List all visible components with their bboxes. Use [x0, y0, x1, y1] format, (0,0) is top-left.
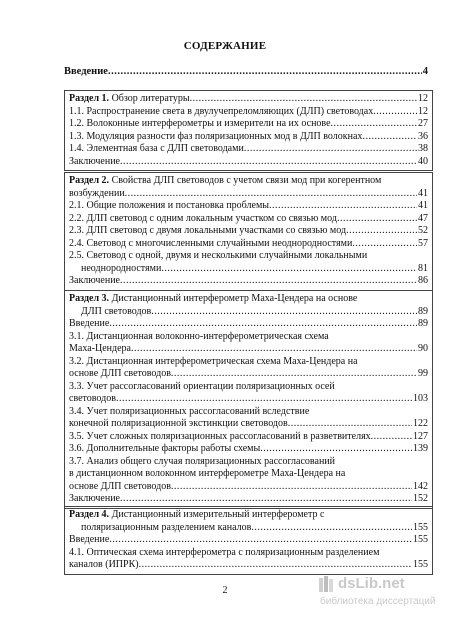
section-title-cont: поляризационным разделением каналов	[81, 521, 252, 533]
toc-entry: Введение ..... 89	[69, 318, 428, 331]
toc-entry: 3.2. Дистанционная интерферометрическая схема Маха-Цендера на	[69, 355, 358, 367]
toc-entry: Введение ..... 155	[69, 534, 428, 547]
toc-entry: 3.7. Анализ общего случая поляризационных рассогласований	[69, 455, 336, 467]
toc-entry: Заключение ..... 152	[69, 493, 428, 506]
section-title: Свойства ДЛП световодов с учетом связи мод при когерентном	[111, 175, 382, 186]
page-title: СОДЕРЖАНИЕ	[183, 40, 267, 52]
section-page: 89	[418, 305, 428, 317]
toc-entry: 2.2. ДЛП световод с одним локальным участком со связью мод ..... 47	[69, 213, 428, 226]
toc-entry: 3.5. Учет сложных поляризационных рассогласований в разветвителях ..... 127	[69, 431, 428, 444]
toc-entry: 1.3. Модуляция разности фаз поляризационных мод в ДЛП волокнах ..... 36	[69, 131, 428, 144]
section-title-cont: возбуждении	[69, 187, 125, 199]
toc-entry: 3.6. Дополнительные факторы работы схемы ..... 139	[69, 443, 428, 456]
intro-label: Введение	[64, 66, 108, 77]
section-2-box: Раздел 2. Свойства ДЛП световодов с учетом связи мод при когерентном возбуждении ..... 41 2.1. Общие положения и постановка проблемы ..... 41 2.2. ДЛП световод с одним локальным участком со связью мод ..... 47 2.3. ДЛП световод с двумя локальными участками со связью мод ..... 52 2.4. Световод с многочисленными случайными неоднородностями ..... 57 2.5. Световод с одной, двумя и несколькими случайными локальными неоднородностями ..... 81 Заключение ..... 86	[64, 172, 433, 291]
section-page: 12	[418, 93, 428, 104]
watermark-name: dsLib.net	[338, 575, 405, 592]
toc-entry: 3.1. Дистанционная волоконно-интерферометрическая схема	[69, 330, 329, 342]
section-4-box: Раздел 4. Дистанционный измерительный интерферометр с поляризационным разделением каналов ..... 155 Введение ..... 155 4.1. Оптическая схема интерферометра с поляризационным разделением каналов (ИПРК) ..... 155	[64, 506, 433, 575]
toc-entry: 1.1. Распространение света в двулучепреломляющих (ДЛП) световодах ..... 12	[69, 106, 428, 119]
watermark	[318, 576, 448, 616]
toc-entry: 3.3. Учет рассогласований ориентации поляризационных осей	[69, 380, 335, 392]
toc-entry: 2.1. Общие положения и постановка проблемы ..... 41	[69, 200, 428, 213]
section-page: 155	[413, 521, 428, 533]
toc-entry: 4.1. Оптическая схема интерферометра с поляризационным разделением	[69, 546, 380, 558]
intro-page: 4	[422, 66, 428, 77]
section-1-box	[64, 90, 433, 171]
section-3-box: Раздел 3. Дистанционный интерферометр Маха-Цендера на основе ДЛП световодов ..... 89 Введение ..... 89 3.1. Дистанционная волоконно-интерферометрическая схема Маха-Цендера ..... 90 3.2. Дистанционная интерферометрическая схема Маха-Цендера на основе ДЛП световодов ..... 99 3.3. Учет рассогласований ориентации поляризационных осей световодов ..... 103 3.4. Учет поляризационных рассогласований вследствие конечной поляризационной экстинкции световодов ..... 122 3.5. Учет сложных поляризационных рассогласований в разветвителях ..... 127 3.6. Дополнительные факторы работы схемы ..... 139 3.7. Анализ общего случая поляризационных рассогласований в дистанционном волоконном интерферометре Маха-Цендера на основе ДЛП световодов ..... 142 Заключение ..... 152	[64, 290, 433, 509]
watermark-subtitle: библиотека диссертаций	[320, 596, 436, 607]
toc-entry: 2.5. Световод с одной, двумя и несколькими случайными локальными	[69, 250, 368, 261]
toc-entry: Заключение ..... 40	[69, 156, 428, 169]
book-icon	[318, 576, 334, 594]
toc-entry: 2.4. Световод с многочисленными случайными неоднородностями ..... 57	[69, 238, 428, 251]
section-label: Раздел 4.	[69, 509, 110, 520]
toc-entry: 2.3. ДЛП световод с двумя локальными участками со связью мод ..... 52	[69, 225, 428, 238]
section-label: Раздел 1.	[69, 93, 110, 104]
section-label: Раздел 3.	[69, 293, 110, 304]
section-title: Дистанционный измерительный интерферометр с	[111, 509, 325, 520]
section-title: Обзор литературы	[111, 93, 190, 104]
toc-entry: 1.2. Волоконные интерферометры и измерители на их основе ..... 27	[69, 118, 428, 131]
toc-entry: 1.4. Элементная база с ДЛП световодами ..... 38	[69, 143, 428, 156]
section-label: Раздел 2.	[69, 175, 110, 186]
section-page: 41	[418, 187, 428, 199]
intro-entry	[64, 66, 428, 77]
page-number: 2	[222, 585, 228, 596]
section-title-cont: ДЛП световодов	[81, 305, 152, 317]
toc-entry: 3.4. Учет поляризационных рассогласований вследствие	[69, 405, 310, 417]
toc-entry: Заключение ..... 86	[69, 275, 428, 288]
section-title: Дистанционный интерферометр Маха-Цендера на основе	[111, 293, 358, 304]
